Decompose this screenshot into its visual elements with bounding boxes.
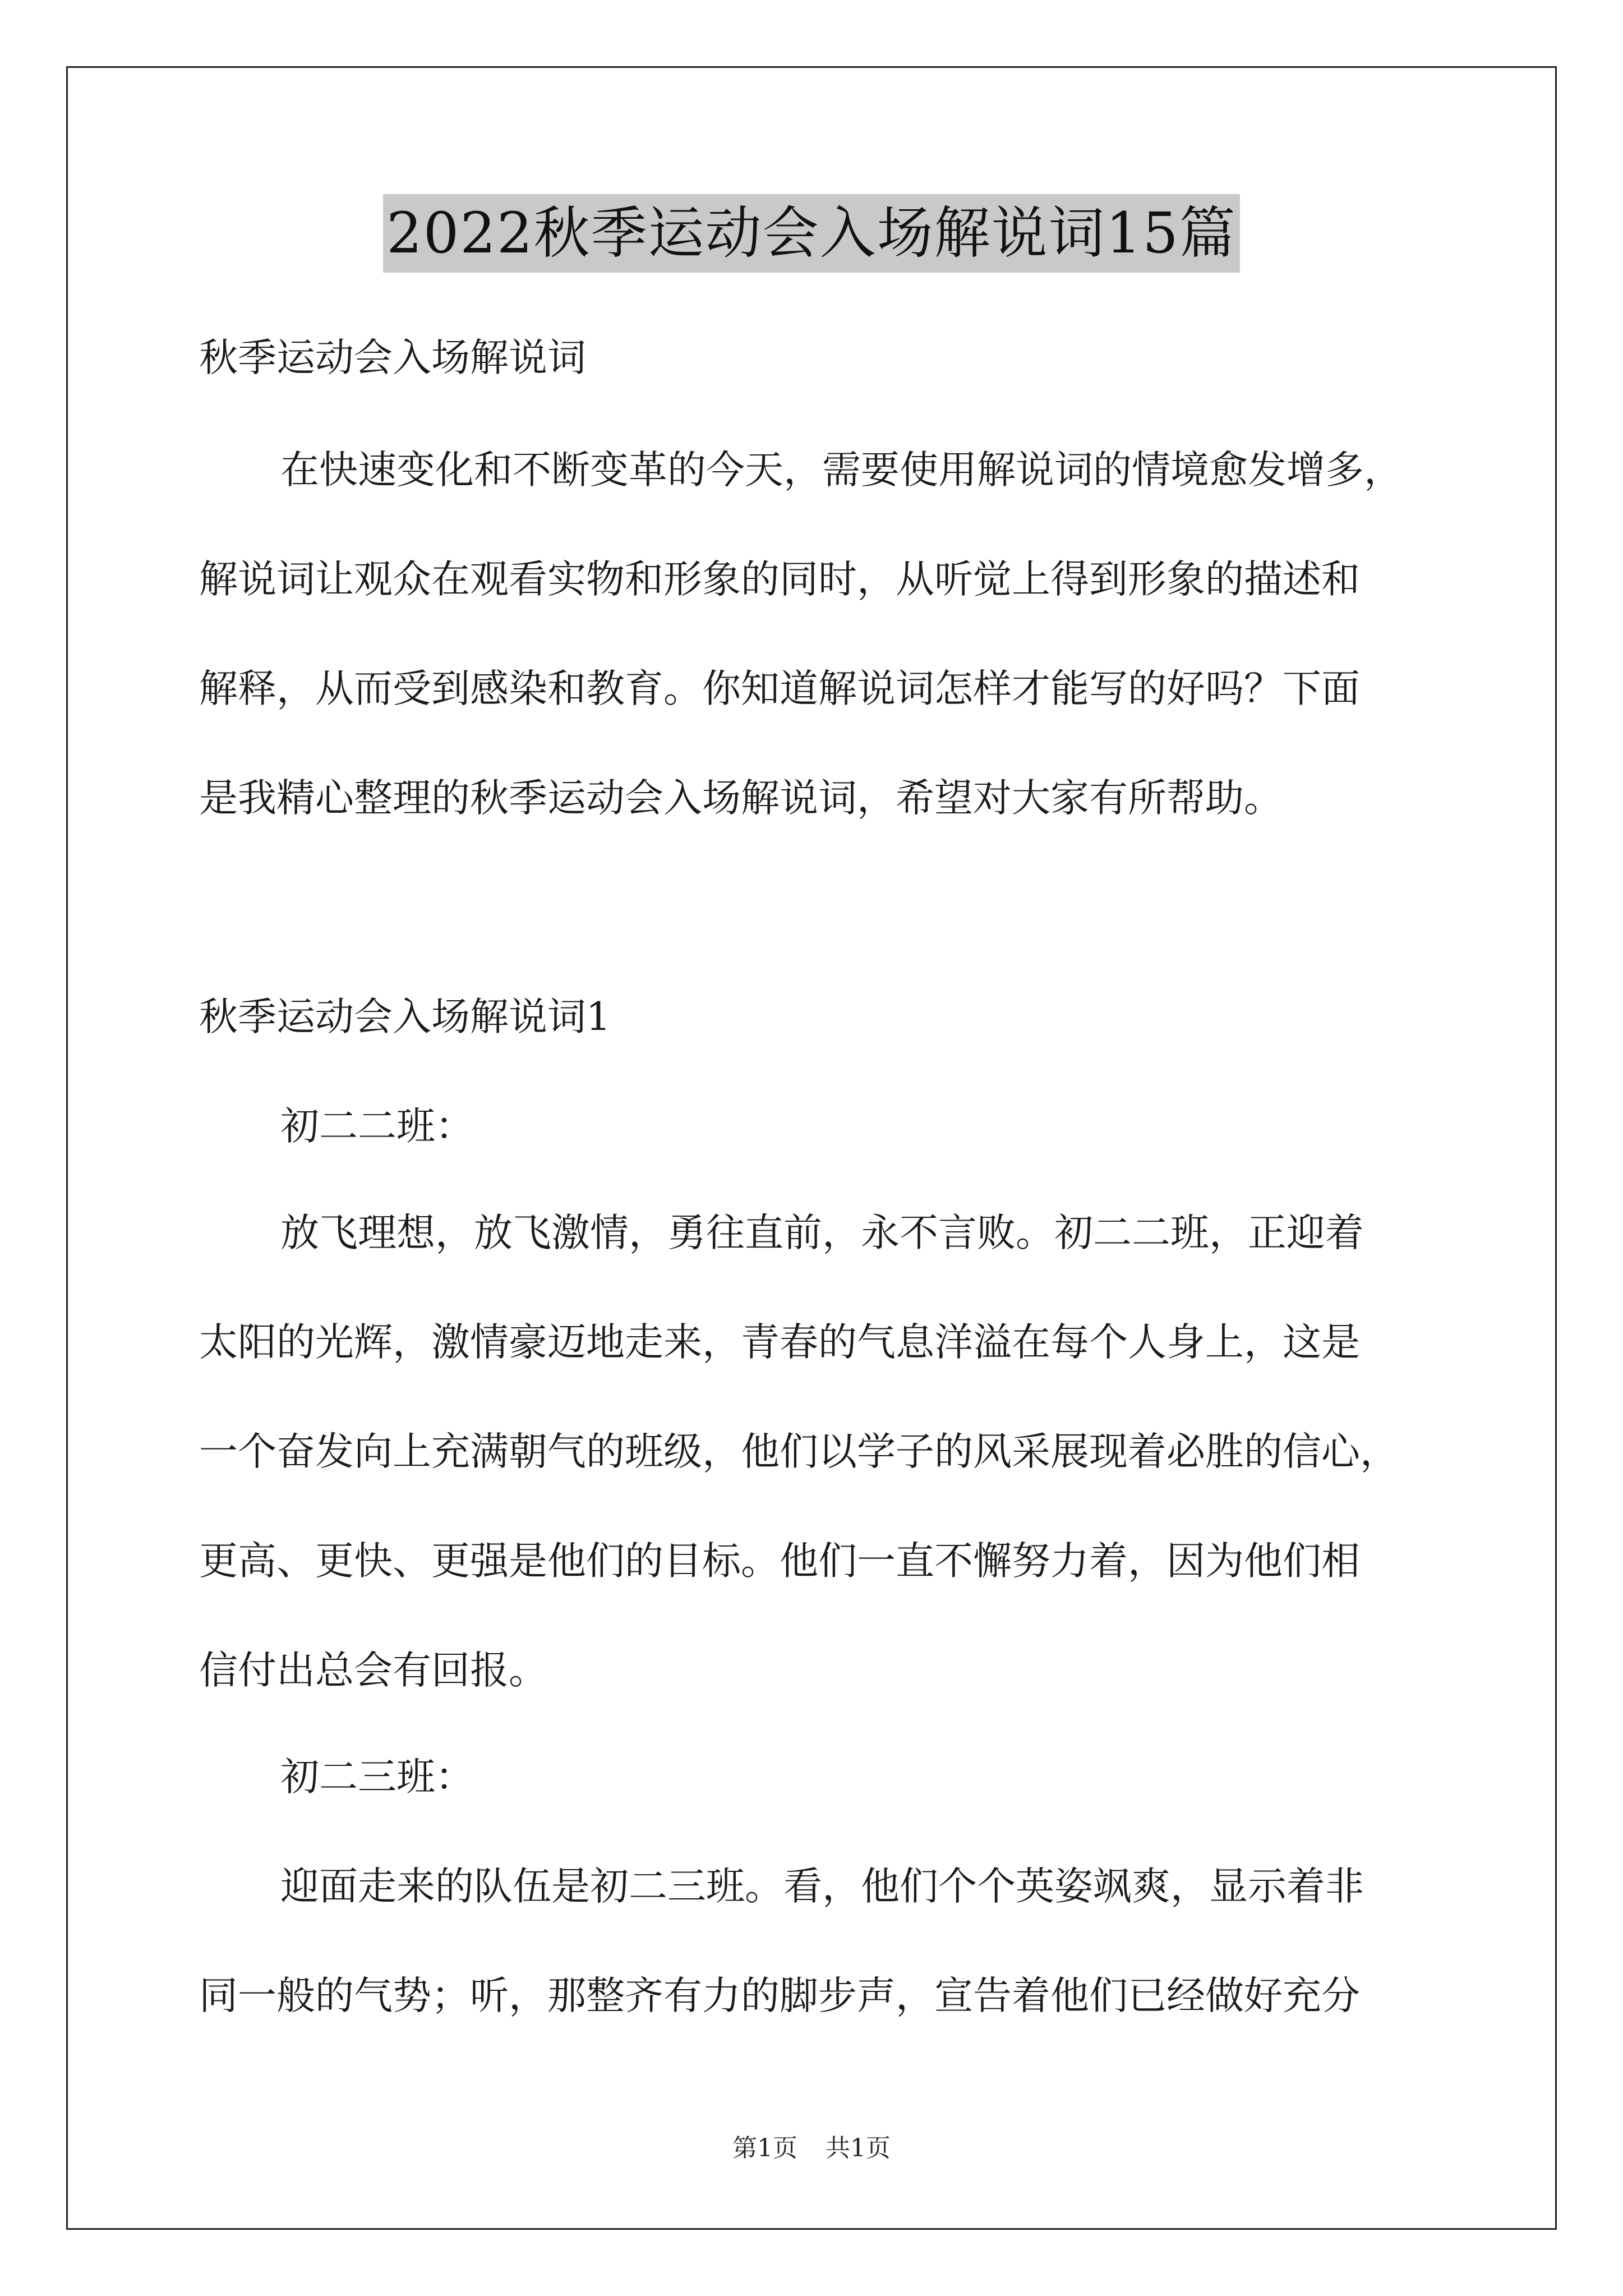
class-heading: 初二二班： (280, 1104, 474, 1149)
paragraph-line: 迎面走来的队伍是初二三班。看，他们个个英姿飒爽，显示着非 (280, 1864, 1364, 1909)
page-total: 共1页 (826, 2134, 891, 2162)
document-title: 2022秋季运动会入场解说词15篇 (383, 194, 1240, 273)
paragraph-line: 同一般的气势；听，那整齐有力的脚步声，宣告着他们已经做好充分 (199, 1973, 1360, 2018)
paragraph-line: 是我精心整理的秋季运动会入场解说词，希望对大家有所帮助。 (199, 776, 1283, 821)
paragraph-line: 解说词让观众在观看实物和形象的同时，从听觉上得到形象的描述和 (199, 557, 1360, 602)
title-container (0, 194, 1623, 273)
paragraph-line: 在快速变化和不断变革的今天，需要使用解说词的情境愈发增多， (280, 448, 1403, 493)
paragraph-line: 更高、更快、更强是他们的目标。他们一直不懈努力着，因为他们相 (199, 1539, 1360, 1584)
paragraph-line: 放飞理想，放飞激情，勇往直前，永不言败。初二二班，正迎着 (280, 1211, 1364, 1255)
paragraph-line: 信付出总会有回报。 (199, 1648, 547, 1693)
section-heading: 秋季运动会入场解说词1 (199, 995, 611, 1039)
page-number: 第1页 (732, 2134, 797, 2162)
page-footer (0, 2132, 1623, 2165)
paragraph-line: 太阳的光辉，激情豪迈地走来，青春的气息洋溢在每个人身上，这是 (199, 1320, 1360, 1365)
class-heading: 初二三班： (280, 1755, 474, 1800)
section-heading: 秋季运动会入场解说词 (199, 335, 586, 380)
paragraph-line: 解释，从而受到感染和教育。你知道解说词怎样才能写的好吗？下面 (199, 666, 1360, 711)
paragraph-line: 一个奋发向上充满朝气的班级，他们以学子的风采展现着必胜的信心， (199, 1429, 1399, 1474)
